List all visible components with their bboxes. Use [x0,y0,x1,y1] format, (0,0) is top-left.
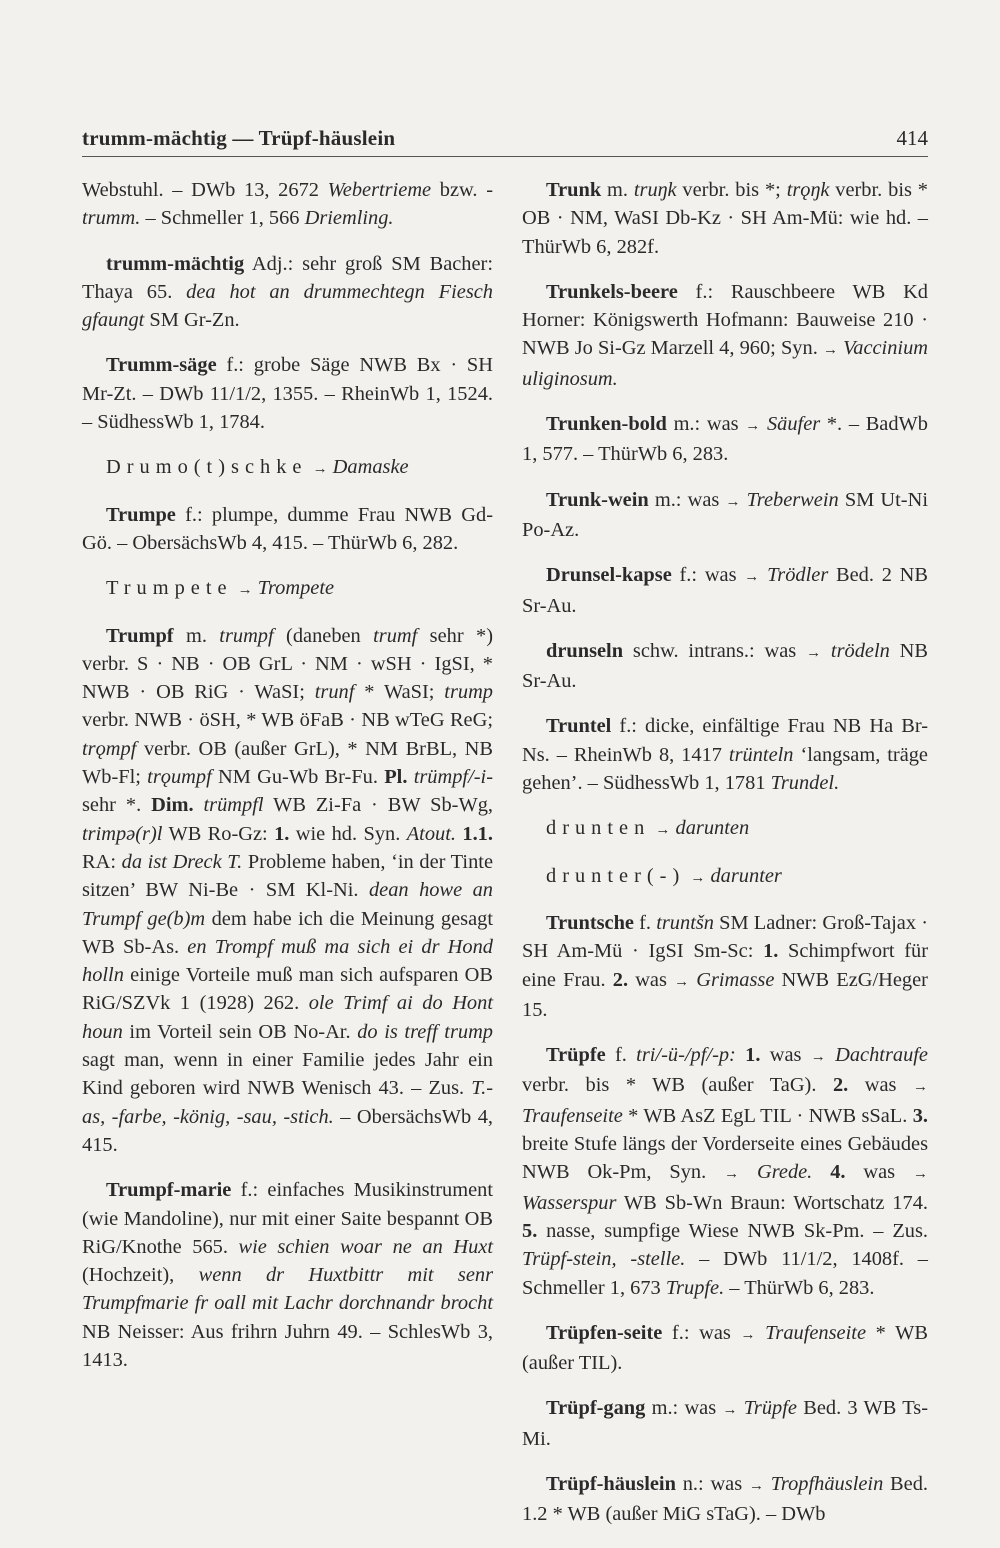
arrow-icon: → [237,582,253,599]
lemma: Trumpe [106,503,176,526]
entry-truepfe: Trüpfe f. tri/-ü-/pf/-p: 1. was → Dachtraufe verbr. bis * WB (außer TaG). 2. was → Traufenseite * WB AsZ EgL TIL · NWB sSaL. 3. breite Stufe längs der Vorderseite eines Gebäudes NWB Ok-Pm, Syn. → Grede. 4. was → Wasserspur WB Sb-Wn Braun: Wortschatz 174. 5. nasse, sumpfige Wiese NWB Sk-Pm. – Zus. Trüpf-stein, -stelle. – DWb 11/1/2, 1408f. – Schmeller 1, 673 Trupfe. – ThürWb 6, 283. [522,1044,928,1299]
entry-trumpf-marie: Trumpf-marie f.: einfaches Musikinstrument (wie Mandoline), nur mit einer Saite bespannt OB RiG/Knothe 565. wie schien woar ne an Huxt (Hochzeit), wenn dr Huxtbittr mit senr Trumpfmarie fr oall mit Lachr dorchnandr brocht NB Neisser: Aus frihrn Juhrn 49. – SchlesWb 3, 1413. [82,1179,494,1371]
lemma: trumm-mächtig [106,252,245,275]
arrow-icon: → [810,1049,826,1066]
entry-trunk-wein: Trunk-wein m.: was → Treberwein SM Ut-Ni Po-Az. [522,488,928,541]
arrow-icon: → [312,461,328,478]
arrow-icon: → [744,569,760,586]
entry-truepfen-seite: Trüpfen-seite f.: was → Traufenseite * WB (außer TIL). [522,1321,928,1375]
lemma: Trüpf-häuslein [546,1472,676,1495]
lemma: Trüpf-gang [546,1397,646,1420]
entry-trumpf: Trumpf m. trumpf (daneben trumf sehr *) verbr. S · NB · OB GrL · NM · wSH · IgSI, * NWB · OB RiG · WaSI; trunf * WaSI; trump verbr. NWB · öSH, * WB öFaB · NB wTeG ReG; trǫmpf verbr. OB (außer GrL), * NM BrBL, NB Wb-Fl; trǫumpf NM Gu-Wb Br-Fu. Pl. trümpf/-i- sehr *. Dim. trümpfl WB Zi-Fa · BW Sb-Wg, trimpə(r)l WB Ro-Gz: 1. wie hd. Syn. Atout. 1.1. RA: da ist Dreck T. Probleme haben, ‘in der Tinte sitzen’ BW Ni-Be · SM Kl-Ni. dean howe an Trumpf ge(b)m dem habe ich die Meinung gesagt WB Sb-As. en Trompf muß ma sich ei dr Hond holln einige Vorteile muß man sich aufsparen OB RiG/SZVk 1 (1928) 262. ole Trimf ai do Hont houn im Vorteil sein OB No-Ar. do is treff trump sagt man, wenn in einer Familie jedes Jahr ein Kind geboren wird NWB Wenisch 43. – Zus. T.-as, -farbe, -könig, -sau, -stich. – ObersächsWb 4, 415. [82,624,493,1156]
arrow-icon: → [806,644,822,661]
entry-trumpete [82,574,493,604]
entry-truepf-gang: Trüpf-gang m.: was → Trüpfe Bed. 3 WB Ts-Mi. [522,1397,928,1450]
cross-reference: Trumpete [106,577,233,600]
reference-target: darunter [710,864,782,887]
arrow-icon: → [913,1079,928,1096]
reference-target: Damaske [332,456,409,479]
reference-target: darunten [675,817,750,840]
entry-drunseln: drunseln schw. intrans.: was → trödeln NB Sr-Au. [522,639,928,693]
entry-trumpe: Trumpe f.: plumpe, dumme Frau NWB Gd-Gö. – ObersächsWb 4, 415. – ThürWb 6, 282. [82,503,493,554]
arrow-icon: → [912,1166,928,1183]
lemma: Trunkels-beere [546,280,678,303]
arrow-icon: → [722,1402,738,1419]
arrow-icon: → [674,973,690,990]
entry-drumotschke [82,453,493,483]
lemma: Trumpf [106,624,174,647]
arrow-icon: → [748,1477,764,1494]
lemma: Trüpfen-seite [546,1321,663,1344]
entry-drunter [522,862,928,892]
cross-reference: Drumo(t)schke [106,456,308,479]
lemma: Drunsel-kapse [546,564,672,587]
lemma: Truntsche [546,911,634,934]
entry-trunkels-beere: Trunkels-beere f.: Rauschbeere WB Kd Horner: Königswerth Hofmann: Bauweise 210 · NWB Jo Si-Gz Marzell 4, 960; Syn. → Vaccinium uliginosum. [522,280,928,390]
lemma: Trüpfe [546,1044,606,1067]
header-title: trumm-mächtig — Trüpf-häuslein [82,126,396,150]
entry-drunten [522,814,928,844]
running-header [82,126,928,157]
lemma: Trumpf-marie [106,1179,232,1202]
arrow-icon: → [822,342,838,359]
page-number: 414 [896,126,928,150]
entry-truepf-haeuslein: Trüpf-häuslein n.: was → Tropfhäuslein Bed. 1.2 * WB (außer MiG sTaG). – DWb [522,1472,928,1526]
arrow-icon: → [690,869,706,886]
arrow-icon: → [655,822,671,839]
arrow-icon: → [740,1326,756,1343]
arrow-icon: → [724,1166,740,1183]
lemma: Trunk [546,179,602,201]
arrow-icon: → [725,493,741,510]
lemma: Trunk-wein [546,488,649,511]
lemma: Trumm-säge [106,354,217,377]
entry-trumm-maechtig: trumm-mächtig Adj.: sehr groß SM Bacher: Thaya 65. dea hot an drummechtegn Fiesch gfaungt SM Gr-Zn. [82,252,493,332]
lemma: Truntel [546,715,612,738]
entry-trumm-saege: Trumm-säge f.: grobe Säge NWB Bx · SH Mr-Zt. – DWb 11/1/2, 1355. – RheinWb 1, 1524. – SüdhessWb 1, 1784. [82,354,493,434]
entry-trunk: Trunk m. truŋk verbr. bis *; trǫŋk verbr. bis * OB · NM, WaSI Db-Kz · SH Am-Mü: wie hd. – ThürWb 6, 282f. [522,179,928,258]
lemma: Trunken-bold [546,413,667,436]
left-column [82,176,493,1391]
arrow-icon: → [745,418,761,435]
lemma: drunseln [546,639,624,662]
entry-truntel: Truntel f.: dicke, einfältige Frau NB Ha Br-Ns. – RheinWb 8, 1417 trünteln ‘langsam, träge gehen’. – SüdhessWb 1, 1781 Trundel. [522,715,928,795]
cross-reference: drunter(-) [546,864,686,887]
cross-reference: drunten [546,817,651,840]
entry-trunken-bold: Trunken-bold m.: was → Säufer *. – BadWb 1, 577. – ThürWb 6, 283. [522,413,928,466]
entry-truntsche: Truntsche f. truntšn SM Ladner: Groß-Tajax · SH Am-Mü · IgSI Sm-Sc: 1. Schimpfwort für eine Frau. 2. was → Grimasse NWB EzG/Heger 15. [522,911,928,1021]
entry-continuation: Webstuhl. – DWb 13, 2672 Webertrieme bzw. -trumm. – Schmeller 1, 566 Driemling. [82,179,493,230]
reference-target: Trompete [257,577,335,600]
entry-drunsel-kapse: Drunsel-kapse f.: was → Trödler Bed. 2 NB Sr-Au. [522,564,928,617]
right-column [522,176,928,1546]
